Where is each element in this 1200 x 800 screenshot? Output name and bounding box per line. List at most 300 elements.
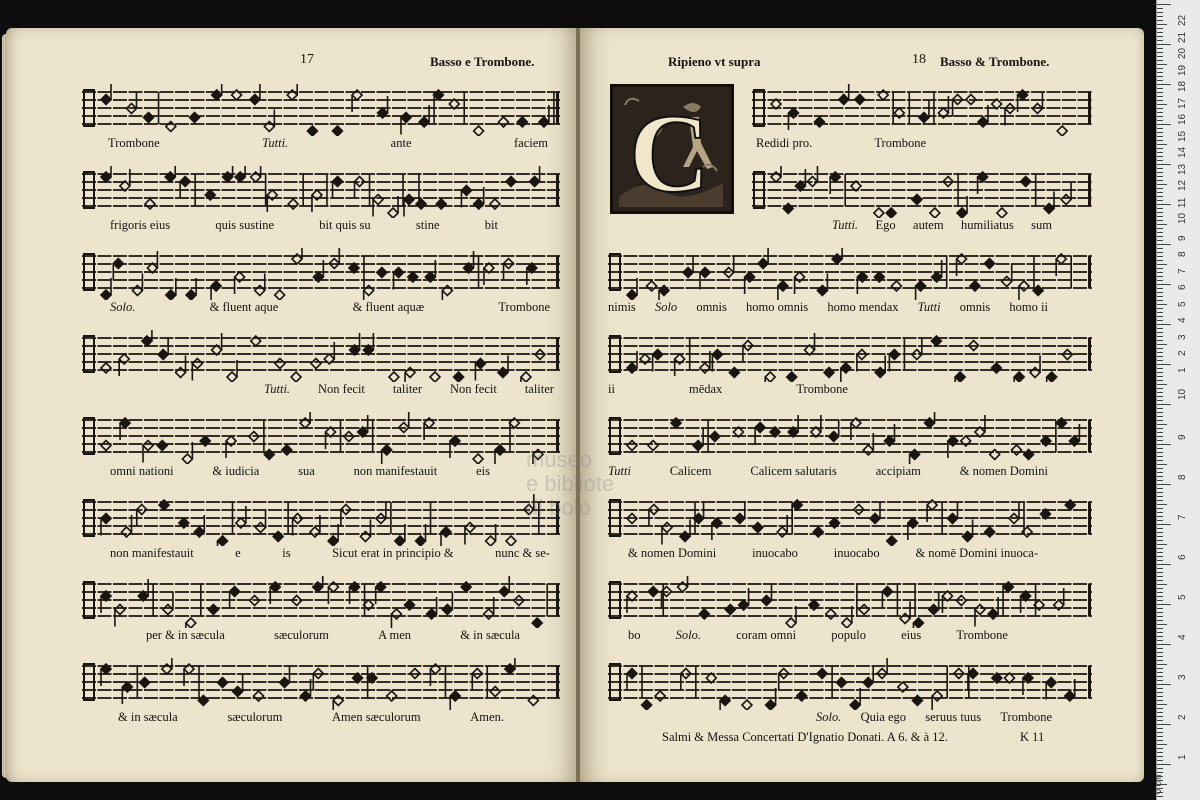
ruler-tick [1157,560,1163,561]
ruler-tick [1157,628,1163,629]
ruler-label: 7 [1177,514,1188,520]
library-watermark: museo e bibliote di bolo [526,447,615,520]
ruler-tick [1157,108,1163,109]
ruler-tick [1157,732,1163,733]
ruler-tick [1157,768,1163,769]
ruler-tick [1157,344,1167,345]
lyric-text: seruus tuus [925,710,982,724]
ruler-tick [1157,512,1163,513]
lyric-text: populo [831,628,866,642]
ruler-tick [1157,172,1163,173]
lyric-text: Solo [654,300,678,314]
ruler-tick [1157,208,1163,209]
ruler-label: 9 [1177,234,1188,241]
lyric-text: inuocabo [752,546,798,560]
ruler-tick [1157,120,1163,121]
lyric-text: ii [608,382,615,396]
ruler-tick [1157,500,1163,501]
ruler-tick [1157,84,1171,85]
lyric-line [110,300,550,315]
lyric-text: stine [415,218,440,232]
ruler-tick [1157,324,1171,325]
ruler-label: 11 [1177,197,1188,208]
left-page [6,28,578,782]
ruler-unit: 0 cm [1153,774,1163,794]
ruler-tick [1157,248,1163,249]
ruler-tick [1157,144,1167,145]
music-staff [608,330,1092,382]
ruler-tick [1157,308,1163,309]
ruler-tick [1157,228,1163,229]
lyric-text: omni nationi [110,464,174,478]
ruler-tick [1157,188,1163,189]
ruler-tick [1157,64,1167,65]
ruler-tick [1157,156,1163,157]
lyric-text: omnis [696,300,727,314]
lyric-line [608,300,1048,315]
ruler-tick [1157,488,1163,489]
lyric-text: frigoris eius [110,218,171,232]
lyric-text: Amen. [470,710,504,724]
lyric-text: homo mendax [827,300,899,314]
ruler-tick [1157,660,1163,661]
ruler-tick [1157,620,1163,621]
ruler-label: 16 [1177,113,1188,125]
ruler-tick [1157,644,1171,645]
ruler-tick [1157,544,1167,545]
lyric-text: ante [390,136,412,150]
ruler-tick [1157,312,1163,313]
ruler-tick [1157,696,1163,697]
ruler-tick [1157,244,1171,245]
lyric-text: Trombone [874,136,926,150]
ruler-tick [1157,44,1171,45]
ruler-tick [1157,124,1171,125]
ruler-label: 4 [1177,317,1188,323]
ruler-tick [1157,356,1163,357]
ruler-label: 5 [1177,594,1188,600]
ruler-tick [1157,756,1163,757]
ruler-tick [1157,252,1163,253]
ruler-tick [1157,612,1163,613]
ruler-tick [1157,668,1163,669]
ruler-tick [1157,268,1163,269]
lyric-line [628,628,1008,643]
ruler-tick [1157,392,1163,393]
ruler-tick [1157,428,1163,429]
lyric-text: Tutti [608,464,631,478]
ruler-tick [1157,412,1163,413]
ruler-tick [1157,204,1171,205]
ruler-tick [1157,528,1163,529]
lyric-line [756,136,926,151]
ruler-tick [1157,652,1163,653]
ruler-tick [1157,764,1171,765]
ruler-tick [1157,472,1163,473]
ruler-tick [1157,556,1163,557]
ruler-tick [1157,708,1163,709]
music-staff [608,658,1092,710]
ruler-tick [1157,700,1163,701]
lyric-text: non manifestauit [110,546,194,560]
ruler-tick [1157,92,1163,93]
lyric-text: per & in sæcula [146,628,225,642]
ruler-tick [1157,796,1163,797]
ruler-tick [1157,492,1163,493]
ruler-tick [1157,384,1167,385]
ruler-tick [1157,348,1163,349]
ruler-tick [1157,480,1163,481]
lyric-text: accipiam [875,464,921,478]
right-running-head-left: Ripieno vt supra [668,54,761,69]
ruler-label: 22 [1177,14,1188,26]
ruler-tick [1157,724,1171,725]
lyric-text: quis sustine [215,218,274,232]
ruler-label: 2 [1177,350,1188,356]
lyric-text: Tutti [917,300,941,314]
ruler-tick [1157,96,1163,97]
lyric-text: bit [484,218,498,232]
ruler-tick [1157,424,1167,425]
ruler-tick [1157,240,1163,241]
ruler-tick [1157,552,1163,553]
ruler-tick [1157,604,1171,605]
ruler-tick [1157,376,1163,377]
measuring-ruler [1153,0,1200,800]
lyric-line [110,464,490,479]
lyric-text: Trombone [108,136,160,150]
ruler-label: 6 [1177,554,1188,560]
lyric-text: bo [628,628,641,642]
ruler-tick [1157,508,1163,509]
lyric-text: inuocabo [833,546,880,560]
ruler-tick [1157,76,1163,77]
ruler-tick [1157,440,1163,441]
ruler-tick [1157,136,1163,137]
ruler-label: 12 [1177,179,1188,191]
ruler-tick [1157,332,1163,333]
ruler-tick [1157,16,1163,17]
ruler-tick [1157,336,1163,337]
ruler-label: 10 [1177,212,1188,224]
music-staff [608,412,1092,464]
lyric-text: Sicut erat in principio & [332,546,454,560]
ruler-label: 10 [1177,388,1188,400]
ruler-tick [1157,684,1171,685]
lyric-text: autem [913,218,944,232]
ruler-tick [1157,304,1167,305]
ruler-label: 5 [1177,300,1188,307]
ruler-tick [1157,452,1163,453]
lyric-text: Solo. [675,628,701,642]
lyric-text: homo omnis [746,300,809,314]
lyric-line [110,218,498,233]
ruler-label: 21 [1177,31,1188,43]
lyric-text: & in sæcula [460,628,520,642]
ruler-tick [1157,320,1163,321]
ruler-tick [1157,516,1163,517]
ruler-label: 18 [1177,80,1188,92]
lyric-text: Quia ego [860,710,907,724]
lyric-text: Trombone [796,382,848,396]
ruler-tick [1157,608,1163,609]
music-staff [752,166,1092,218]
ruler-tick [1157,80,1163,81]
ruler-tick [1157,388,1163,389]
ruler-label: 15 [1177,130,1188,142]
ruler-tick [1157,12,1163,13]
ruler-tick [1157,372,1163,373]
lyric-text: taliter [524,382,554,396]
ruler-tick [1157,100,1163,101]
ruler-tick [1157,60,1163,61]
lyric-text: & nomē Domini inuoca- [915,546,1038,560]
ruler-tick [1157,184,1167,185]
initial-letter: C [629,92,710,211]
ruler-tick [1157,160,1163,161]
ruler-tick [1157,656,1163,657]
lyric-text: nimis [608,300,636,314]
music-staff [82,84,560,136]
ruler-tick [1157,640,1163,641]
ruler-tick [1157,676,1163,677]
lyric-text: omnis [959,300,991,314]
ruler-tick [1157,112,1163,113]
ruler-label: 20 [1177,47,1188,59]
ruler-tick [1157,260,1163,261]
ruler-tick [1157,460,1163,461]
page-footer: Salmi & Messa Concertati D'Ignatio Donati. A 6. & à 12. [662,730,948,744]
ruler-tick [1157,484,1171,485]
left-page-number: 17 [300,52,314,67]
ruler-tick [1157,432,1163,433]
ruler-tick [1157,380,1163,381]
ruler-tick [1157,692,1163,693]
ruler-label: 13 [1177,163,1188,175]
lyric-text: Amen sæculorum [332,710,421,724]
ruler-tick [1157,72,1163,73]
ruler-tick [1157,292,1163,293]
lyric-text: faciem [513,136,548,150]
ruler-tick [1157,300,1163,301]
lyric-text: Calicem salutaris [750,464,837,478]
ruler-label: 2 [1177,714,1188,720]
lyric-text: Non fecit [318,382,365,396]
ruler-tick [1157,468,1163,469]
ruler-tick [1157,588,1163,589]
ruler-tick [1157,636,1163,637]
ruler-tick [1157,504,1167,505]
ruler-tick [1157,88,1163,89]
ruler-tick [1157,8,1163,9]
lyric-text: homo ii [1009,300,1048,314]
ruler-label: 8 [1177,251,1188,257]
ruler-tick [1157,364,1171,365]
ruler-tick [1157,704,1167,705]
ruler-tick [1157,236,1163,237]
ruler-tick [1157,476,1163,477]
lyric-text: coram omni [736,628,797,642]
ruler-tick [1157,576,1163,577]
lyric-line [264,382,554,397]
ruler-tick [1157,212,1163,213]
ruler-tick [1157,404,1171,405]
ruler-label: 3 [1177,333,1188,340]
ruler-tick [1157,752,1163,753]
lyric-text: Solo. [816,710,842,724]
ruler-tick [1157,176,1163,177]
ruler-tick [1157,584,1167,585]
lyric-text: & iudicia [212,464,260,478]
ruler-tick [1157,416,1163,417]
ruler-tick [1157,352,1163,353]
ruler-tick [1157,536,1163,537]
ruler-tick [1157,772,1163,773]
ruler-tick [1157,192,1163,193]
music-staff [752,84,1092,136]
left-running-head: Basso e Trombone. [430,54,535,69]
ruler-tick [1157,340,1163,341]
lyric-line [832,218,1052,233]
ruler-tick [1157,568,1163,569]
lyric-text: humiliatus [960,218,1014,232]
music-staff [82,412,560,464]
lyric-text: e [235,546,241,560]
ruler-tick [1157,664,1167,665]
lyric-text: sæculorum [227,710,283,724]
ruler-tick [1157,744,1167,745]
lyric-text: Trombone [1000,710,1052,724]
ruler-tick [1157,264,1167,265]
ruler-tick [1157,548,1163,549]
ruler-tick [1157,728,1163,729]
ruler-tick [1157,256,1163,257]
ruler-tick [1157,216,1163,217]
lyric-line [816,710,1052,725]
signature-mark: K 11 [1020,730,1045,744]
lyric-text: A men [378,628,412,642]
music-staff [82,494,560,546]
ruler-tick [1157,152,1163,153]
ruler-tick [1157,316,1163,317]
lyric-text: eius [901,628,922,642]
ruler-tick [1157,600,1163,601]
right-running-head: Basso & Trombone. [940,54,1050,69]
ruler-tick [1157,168,1163,169]
ruler-tick [1157,648,1163,649]
ruler-tick [1157,52,1163,53]
ruler-tick [1157,180,1163,181]
ruler-label: 14 [1177,146,1188,158]
ruler-tick [1157,680,1163,681]
music-staff [82,166,560,218]
music-staff [82,330,560,382]
ruler-tick [1157,276,1163,277]
ruler-tick [1157,496,1163,497]
ruler-label: 6 [1177,284,1188,290]
ruler-tick [1157,572,1163,573]
lyric-line [608,382,848,397]
ruler-label: 3 [1177,674,1188,680]
decorated-initial-illustration [613,87,731,211]
ruler-tick [1157,436,1163,437]
ruler-tick [1157,164,1171,165]
ruler-tick [1157,28,1163,29]
ruler-tick [1157,116,1163,117]
ruler-label: 4 [1177,634,1188,640]
ruler-tick [1157,360,1163,361]
ruler-label: 1 [1177,366,1188,373]
lyric-text: sæculorum [274,628,329,642]
ruler-tick [1157,40,1163,41]
lyric-text: eis [476,464,490,478]
ruler-tick [1157,196,1163,197]
ruler-tick [1157,456,1163,457]
lyric-text: & fluent aquæ [352,300,425,314]
ruler-tick [1157,296,1163,297]
ruler-tick [1157,24,1167,25]
ruler-label: 19 [1177,64,1188,76]
ruler-tick [1157,748,1163,749]
right-page-number: 18 [912,52,926,67]
lyric-text: Trombone [956,628,1008,642]
lyric-text: & nomen Domini [959,464,1048,478]
ruler-tick [1157,632,1163,633]
ruler-tick [1157,200,1163,201]
ruler-tick [1157,596,1163,597]
lyric-text: Tutti. [264,382,291,396]
lyric-text: sua [298,464,315,478]
lyric-text: Ego [875,218,896,232]
ruler-tick [1157,592,1163,593]
ruler-tick [1157,740,1163,741]
ruler-tick [1157,148,1163,149]
ruler-tick [1157,672,1163,673]
lyric-text: nunc & se- [495,546,550,560]
lyric-text: bit quis su [319,218,371,232]
ruler-tick [1157,4,1171,5]
lyric-text: non manifestauit [353,464,438,478]
lyric-text: & nomen Domini [628,546,717,560]
lyric-text: Tutti. [262,136,289,150]
ruler-label: 8 [1177,474,1188,480]
ruler-tick [1157,284,1171,285]
ruler-tick [1157,564,1171,565]
ruler-tick [1157,272,1163,273]
lyric-line [608,464,1048,479]
ruler-tick [1157,540,1163,541]
lyric-text: mēdax [688,382,723,396]
lyric-text: Non fecit [449,382,497,396]
ruler-tick [1157,408,1163,409]
ruler-tick [1157,444,1171,445]
lyric-text: sum [1031,218,1052,232]
lyric-text: is [282,546,291,560]
ruler-tick [1157,712,1163,713]
lyric-text: taliter [392,382,423,396]
ruler-tick [1157,420,1163,421]
lyric-line [110,546,550,561]
ruler-tick [1157,128,1163,129]
ruler-tick [1157,104,1167,105]
ruler-tick [1157,68,1163,69]
lyric-line [108,136,548,151]
ruler-tick [1157,224,1167,225]
open-book [6,28,1144,782]
ruler-tick [1157,220,1163,221]
ruler-tick [1157,736,1163,737]
lyric-line [146,628,520,643]
